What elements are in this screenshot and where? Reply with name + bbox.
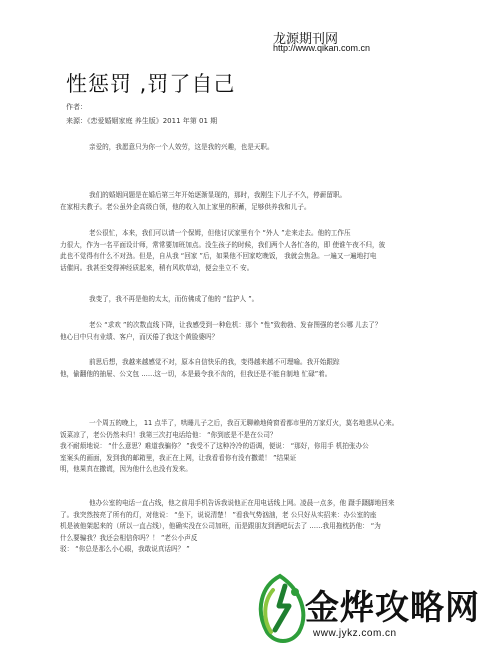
paragraph-line: 驳： “你总是那么小心眼，我敢说真话吗？ ” bbox=[60, 545, 190, 553]
paragraph-line: 他，偷翻他的抽屉、公文包 ……这一切，本是最令我不齿的，但我还是不能自制地 忙碌”着。 bbox=[60, 369, 332, 378]
paragraph-line: 亲爱的，我愿意只为你一个人效劳，这是我的兴趣，也是天职。 bbox=[89, 143, 274, 151]
paragraph-line: 他心目中只有业绩、客户，而厌倦了我这个黄脸婆吗？ bbox=[60, 332, 219, 341]
paragraph-7 bbox=[60, 418, 420, 476]
paragraph-6 bbox=[60, 357, 420, 380]
site-name: 龙源期刊网 bbox=[273, 32, 339, 47]
paragraph-line: 老公很忙，本来，我们可以请一个保姆，但他讨厌家里有个 “外人 ”走来走去。他的工作压 bbox=[89, 229, 351, 237]
paragraph-line: 力很大，作为一名平面设计师，常常要加班加点。没生孩子的时候，我们两个人各忙各的，即 使谁午夜不归，彼 bbox=[60, 240, 386, 249]
watermark-brand-text: 金烨攻略网 bbox=[305, 588, 480, 628]
paragraph-line: 话催问。我甚至变得神经质起来，稍有风吹草动，便会坐立不 安。 bbox=[60, 263, 254, 272]
paragraph-line: 饭菜凉了，老公仍然未归！我第三次打电话给他： “你到底是不是在公司？ bbox=[60, 430, 277, 439]
paragraph-line: 室案头的画面，发到我的邮箱里，我正在上网，让我看看你有没有撒谎！ ”结果证 bbox=[60, 453, 297, 462]
paragraph-line: 一个周五的晚上， 11 点半了，哄睡儿子之后，我百无聊赖地倚窗看都市里的万家灯火，莫名地悲从心来。 bbox=[89, 419, 399, 427]
paragraph-4 bbox=[60, 294, 420, 306]
paragraph-line: 在家相夫教子。老公虽外企高级白领，他的收入加上家里的积蓄，足够供养我和儿子。 bbox=[60, 202, 311, 211]
paragraph-1 bbox=[60, 142, 420, 154]
paragraph-2 bbox=[60, 190, 420, 213]
watermark-ad bbox=[243, 560, 500, 648]
paragraph-3 bbox=[60, 228, 420, 274]
article-title: 性惩罚 ,罚了自己 bbox=[66, 72, 236, 96]
paragraph-line: 前思后想，我越来越感觉不对，原本自信快乐的我，变得越来越不可理喻。我开始跟踪 bbox=[89, 358, 340, 366]
author-label: 作者： bbox=[66, 103, 87, 111]
paragraph-line: 机是被他架起来的（所以一直占线），他确实没在公司加班，而是跟朋友到酒吧玩去了 ……我用拖枕扔他： “为 bbox=[60, 522, 381, 530]
paragraph-line: 什么要骗我？我还会相信你吗？！ ”老公小声反 bbox=[60, 533, 198, 542]
green-leaf-logo-icon bbox=[249, 572, 311, 646]
paragraph-8 bbox=[60, 498, 420, 556]
paragraph-line: 老公 “求欢 ”的次数直线下降，让我感受到一种危机：那个 “性”致勃勃、发奋图强的老公哪 儿去了？ bbox=[89, 321, 382, 329]
paragraph-line: 此也不觉得有什么不对劲。但是，自从我 “回家 ”后，如果他不回家吃晚饭， 我就会焦急。一遍又一遍地打电 bbox=[60, 252, 377, 260]
source-line: 来源：《恋爱婚姻家庭 养生版》2011 年第 01 期 bbox=[66, 117, 218, 125]
paragraph-line: 他办公室的电话一直占线，他之前用手机告诉我说他正在用电话线上网。凌晨一点多，他 蹑手蹑脚地回来 bbox=[89, 499, 395, 507]
paragraph-line: 我不耐烦地说： “什么意思？难道我骗你？ ”我受不了这种冷冷的语调，便说： “那好，你用手 机拍张办公 bbox=[60, 442, 369, 450]
paragraph-5 bbox=[60, 320, 420, 343]
paragraph-line: 明，他果真在撒谎，因为他什么也没有发来。 bbox=[60, 465, 192, 473]
watermark-brand-url: www.jykz.com.cn bbox=[313, 628, 397, 639]
site-url[interactable]: http://www.qikan.com.cn bbox=[273, 43, 371, 53]
paragraph-line: 我们的婚姻问题是在婚后第三年开始逐渐显现的，那时，我刚生下儿子不久，停薪留职。 bbox=[89, 191, 347, 199]
paragraph-line: 了。我突然按亮了所有的灯，对他说： “坐下，说说清楚！ ”看我气势汹汹，老 公只好从实招来：办公室的座 bbox=[60, 510, 377, 519]
paragraph-line: 我变了，我不再是他的太太，而仿佛成了他的 “监护人 ”。 bbox=[89, 295, 259, 303]
